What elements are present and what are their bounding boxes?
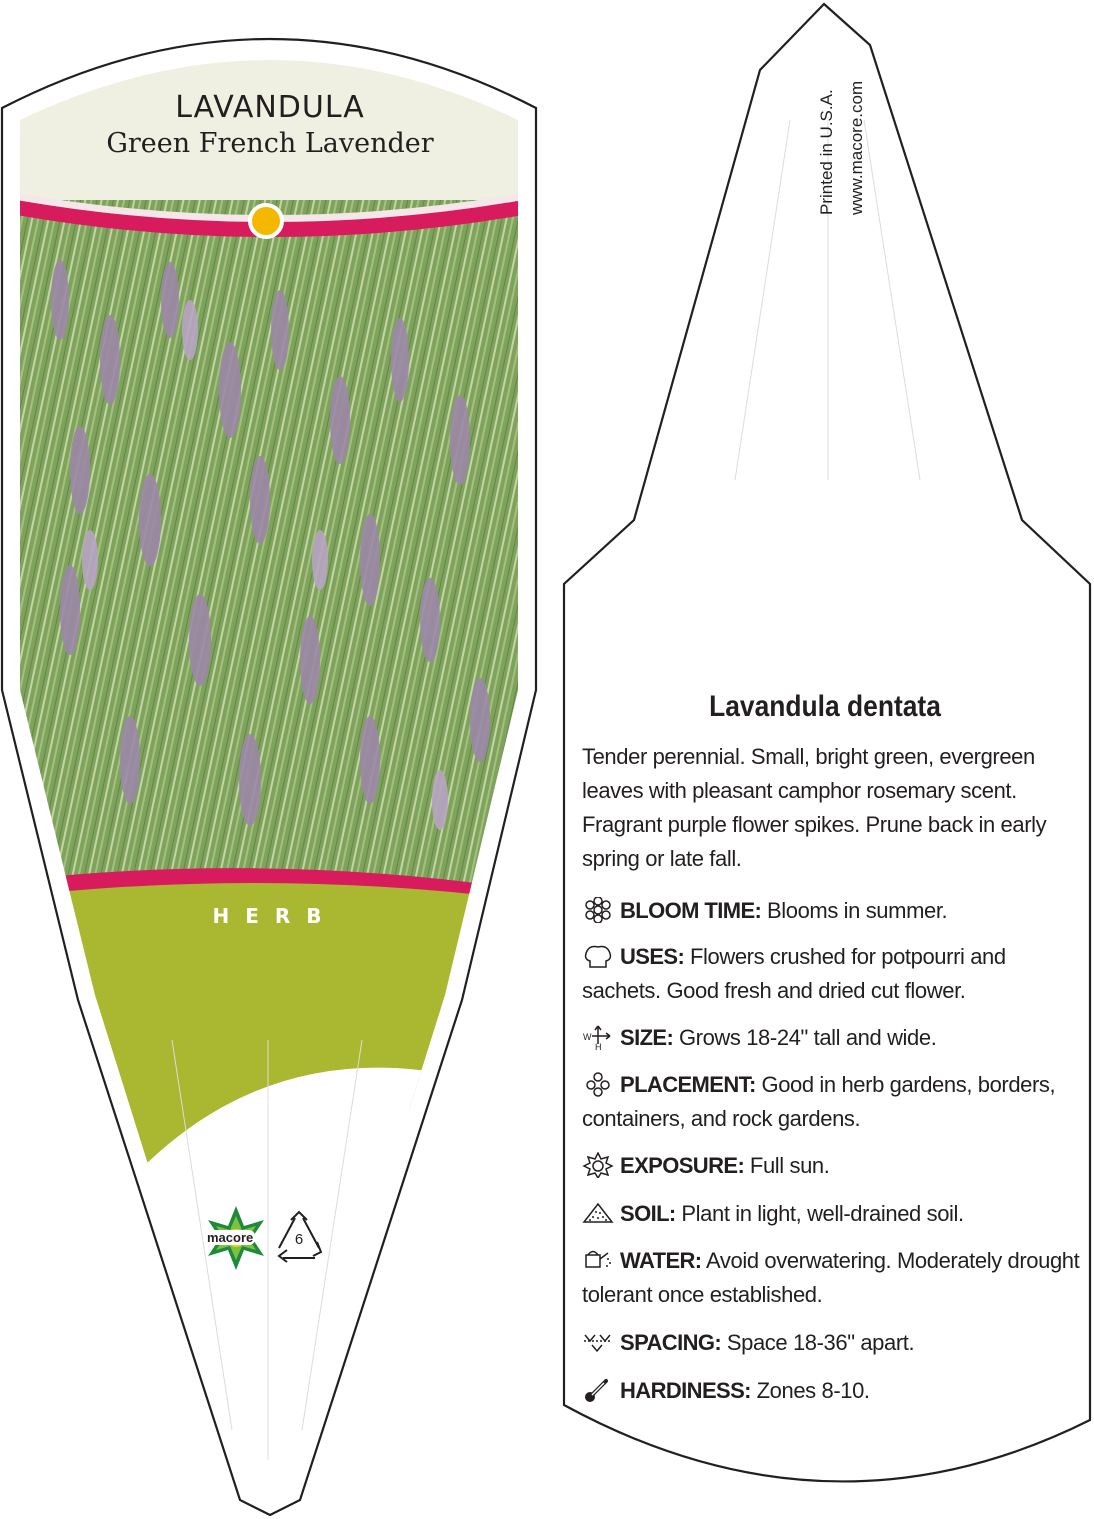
svg-text:W: W bbox=[583, 1032, 592, 1042]
care-spacing bbox=[582, 1326, 1082, 1360]
care-hardiness bbox=[582, 1374, 1082, 1408]
chef-hat-icon bbox=[582, 943, 614, 969]
care-label: WATER: bbox=[620, 1248, 702, 1273]
care-label: EXPOSURE: bbox=[620, 1153, 745, 1178]
care-text: Full sun. bbox=[749, 1153, 830, 1178]
care-label: SPACING: bbox=[620, 1330, 722, 1355]
care-text: Avoid overwatering. Moderately drought tolerant once established. bbox=[582, 1248, 1080, 1307]
care-text: Space 18-36" apart. bbox=[726, 1330, 915, 1355]
watering-can-icon bbox=[582, 1247, 614, 1273]
scientific-name: Lavandula dentata bbox=[709, 690, 941, 723]
care-label: PLACEMENT: bbox=[620, 1072, 756, 1097]
care-label: HARDINESS: bbox=[620, 1378, 751, 1403]
care-soil bbox=[582, 1197, 1082, 1231]
recycle-code: 6 bbox=[294, 1231, 304, 1248]
care-text: Blooms in summer. bbox=[767, 898, 948, 923]
thermometer-icon bbox=[582, 1377, 614, 1403]
plant-description: Tender perennial. Small, bright green, evergreen leaves with pleasant camphor rosemary scent. Fragrant purple flower spikes. Prune back in early spring or late fall. bbox=[582, 744, 1047, 871]
spacing-icon bbox=[582, 1329, 614, 1355]
plant-common-name: Green French Lavender bbox=[106, 128, 434, 159]
svg-text:H: H bbox=[595, 1042, 602, 1050]
size-arrows-icon bbox=[582, 1024, 614, 1050]
soil-pile-icon bbox=[582, 1200, 614, 1226]
care-label: SOIL: bbox=[620, 1201, 676, 1226]
care-label: BLOOM TIME: bbox=[620, 898, 762, 923]
sun-icon bbox=[582, 1152, 614, 1178]
care-text: Plant in light, well-drained soil. bbox=[681, 1201, 964, 1226]
care-text: Good in herb gardens, borders, containers, and rock gardens. bbox=[582, 1072, 1056, 1131]
care-text: Zones 8-10. bbox=[756, 1378, 870, 1403]
care-label: USES: bbox=[620, 944, 685, 969]
care-uses bbox=[582, 940, 1082, 1008]
category-label: HERB bbox=[212, 904, 338, 928]
plant-genus-title: LAVANDULA bbox=[175, 90, 365, 125]
care-exposure bbox=[582, 1149, 1082, 1183]
care-placement bbox=[582, 1068, 1082, 1136]
care-bloom-time bbox=[582, 894, 1082, 928]
placement-flowers-icon bbox=[582, 1071, 614, 1097]
care-water bbox=[582, 1244, 1082, 1312]
care-text: Flowers crushed for potpourri and sachets. Good fresh and dried cut flower. bbox=[582, 944, 1006, 1003]
care-size bbox=[582, 1021, 1082, 1055]
website-text: www.macore.com bbox=[847, 80, 866, 215]
brand-name: macore bbox=[207, 1230, 254, 1245]
flower-icon bbox=[582, 897, 614, 923]
printer-info bbox=[812, 81, 872, 215]
care-text: Grows 18-24" tall and wide. bbox=[678, 1025, 937, 1050]
printed-in-text: Printed in U.S.A. bbox=[817, 89, 836, 215]
care-label: SIZE: bbox=[620, 1025, 674, 1050]
